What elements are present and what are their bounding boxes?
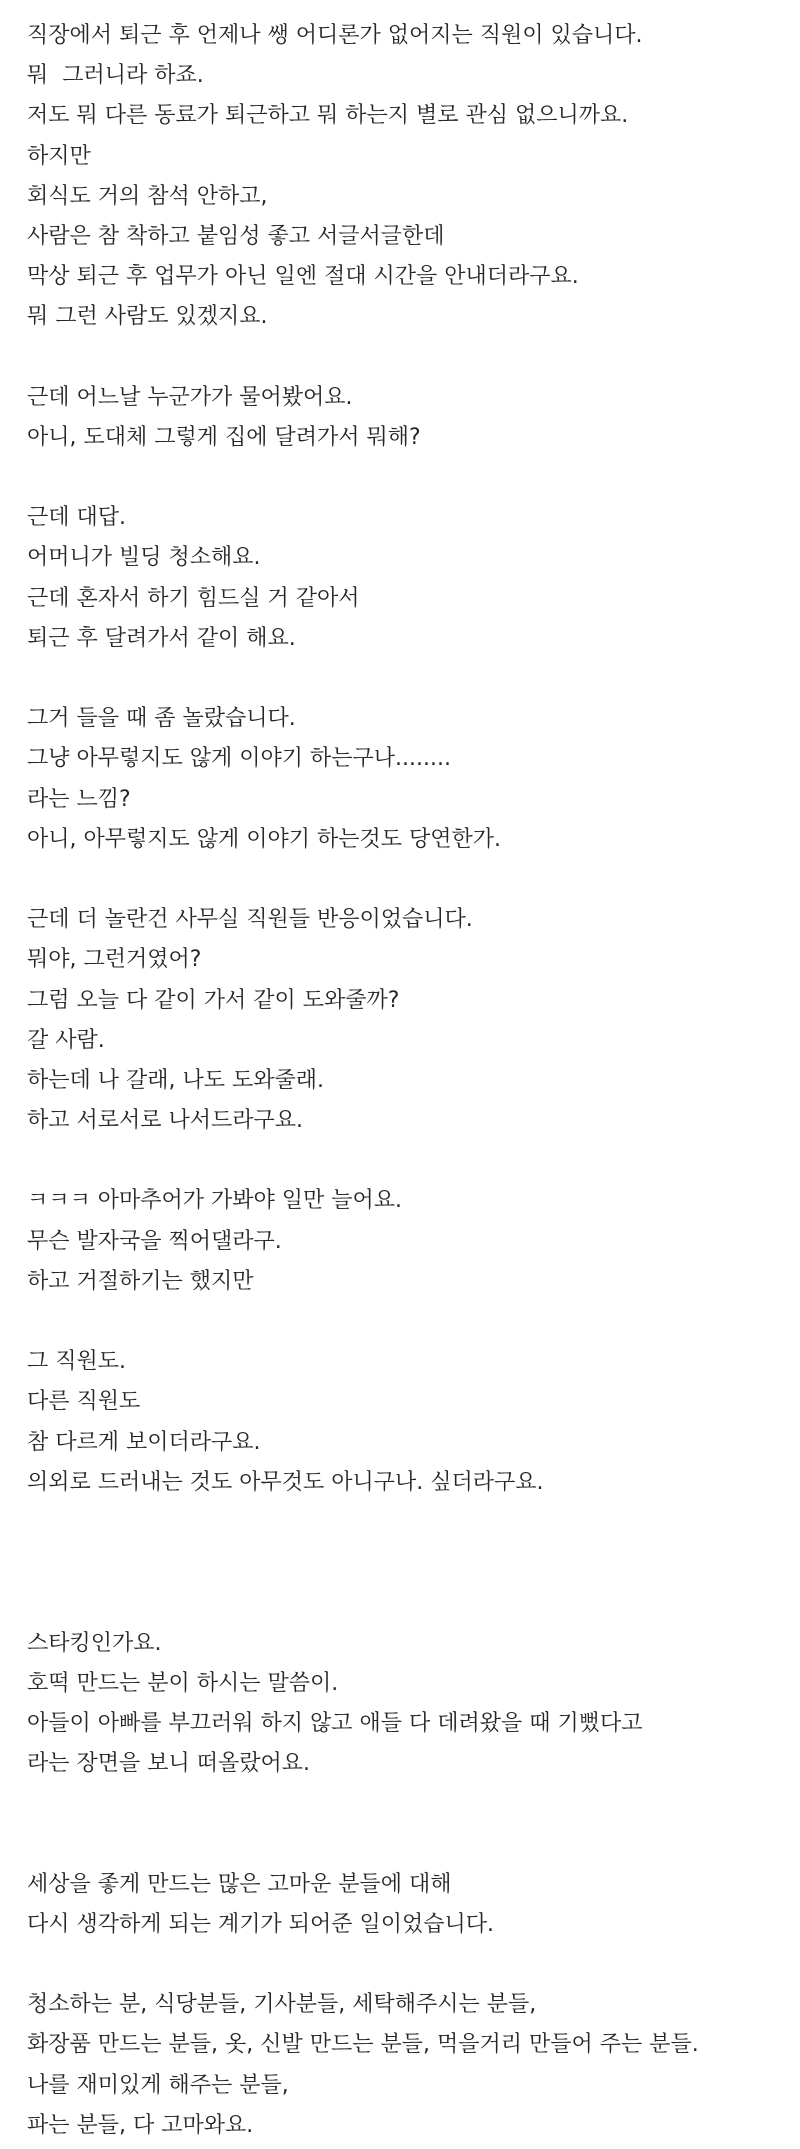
text-line: 그럼 오늘 다 같이 가서 같이 도와줄까? [27, 987, 400, 1013]
text-line: 아니, 아무렇지도 않게 이야기 하는것도 당연한가. [27, 826, 501, 852]
text-line: 하고 거절하기는 했지만 [27, 1268, 254, 1294]
text-line: 참 다르게 보이더라구요. [27, 1429, 261, 1455]
blank-line [27, 1141, 787, 1181]
text-line: 호떡 만드는 분이 하시는 말씀이. [27, 1670, 339, 1696]
text-line: 그 직원도. [27, 1349, 126, 1375]
text-line: 뭐 그런 사람도 있겠지요. [27, 304, 268, 330]
text-line: 아니, 도대체 그렇게 집에 달려가서 뭐해? [27, 424, 421, 450]
text-line: ㅋㅋㅋ 아마추어가 가봐야 일만 늘어요. [27, 1188, 402, 1214]
text-line: 스타킹인가요. [27, 1630, 162, 1656]
blank-line [27, 1583, 787, 1623]
text-line: 뭐야, 그런거였어? [27, 947, 202, 973]
text-line: 화장품 만드는 분들, 옷, 신발 만드는 분들, 먹을거리 만들어 주는 분들. [27, 2032, 699, 2058]
text-line: 퇴근 후 달려가서 같이 해요. [27, 625, 296, 651]
text-line: 회식도 거의 참석 안하고, [27, 183, 268, 209]
text-line: 갈 사람. [27, 1027, 105, 1053]
text-line: 근데 어느날 누군가가 물어봤어요. [27, 384, 353, 410]
text-line: 하지만 [27, 143, 91, 169]
blank-line [27, 1945, 787, 1985]
text-line: 파는 분들, 다 고마와요. [27, 2112, 254, 2138]
blank-line [27, 1543, 787, 1583]
blank-line [27, 458, 787, 498]
article-body [27, 16, 787, 2146]
text-line: 아들이 아빠를 부끄러워 하지 않고 애들 다 데려왔을 때 기뻤다고 [27, 1710, 643, 1736]
text-line: 그거 들을 때 좀 놀랐습니다. [27, 706, 296, 732]
text-line: 청소하는 분, 식당분들, 기사분들, 세탁해주시는 분들, [27, 1992, 537, 2018]
text-line: 어머니가 빌딩 청소해요. [27, 545, 261, 571]
blank-line [27, 860, 787, 900]
text-line: 라는 느낌? [27, 786, 131, 812]
text-line: 직장에서 퇴근 후 언제나 쌩 어디론가 없어지는 직원이 있습니다. [27, 23, 643, 48]
text-line: 저도 뭐 다른 동료가 퇴근하고 뭐 하는지 별로 관심 없으니까요. [27, 103, 629, 129]
text-line: 나를 재미있게 해주는 분들, [27, 2072, 289, 2098]
text-line: 근데 혼자서 하기 힘드실 거 같아서 [27, 585, 360, 611]
blank-line [27, 338, 787, 378]
text-line: 하는데 나 갈래, 나도 도와줄래. [27, 1067, 324, 1093]
text-line: 세상을 좋게 만드는 많은 고마운 분들에 대해 [27, 1871, 452, 1897]
blank-line [27, 1503, 787, 1543]
text-line: 무슨 발자국을 찍어댈라구. [27, 1228, 282, 1254]
text-line: 근데 더 놀란건 사무실 직원들 반응이었습니다. [27, 907, 473, 933]
blank-line [27, 1784, 787, 1824]
text-line: 다시 생각하게 되는 계기가 되어준 일이었습니다. [27, 1911, 495, 1937]
text-line: 다른 직원도 [27, 1389, 141, 1415]
text-line: 근데 대답. [27, 505, 126, 531]
text-line: 사람은 참 착하고 붙임성 좋고 서글서글한데 [27, 223, 445, 249]
blank-line [27, 659, 787, 699]
blank-line [27, 1302, 787, 1342]
text-line: 하고 서로서로 나서드라구요. [27, 1108, 304, 1134]
text-line: 뭐 그러니라 하죠. [27, 63, 204, 89]
text-line: 그냥 아무렇지도 않게 이야기 하는구나........ [27, 746, 451, 772]
text-line: 라는 장면을 보니 떠올랐어요. [27, 1751, 310, 1777]
text-line: 막상 퇴근 후 업무가 아닌 일엔 절대 시간을 안내더라구요. [27, 264, 579, 290]
blank-line [27, 1824, 787, 1864]
text-line: 의외로 드러내는 것도 아무것도 아니구나. 싶더라구요. [27, 1469, 544, 1495]
